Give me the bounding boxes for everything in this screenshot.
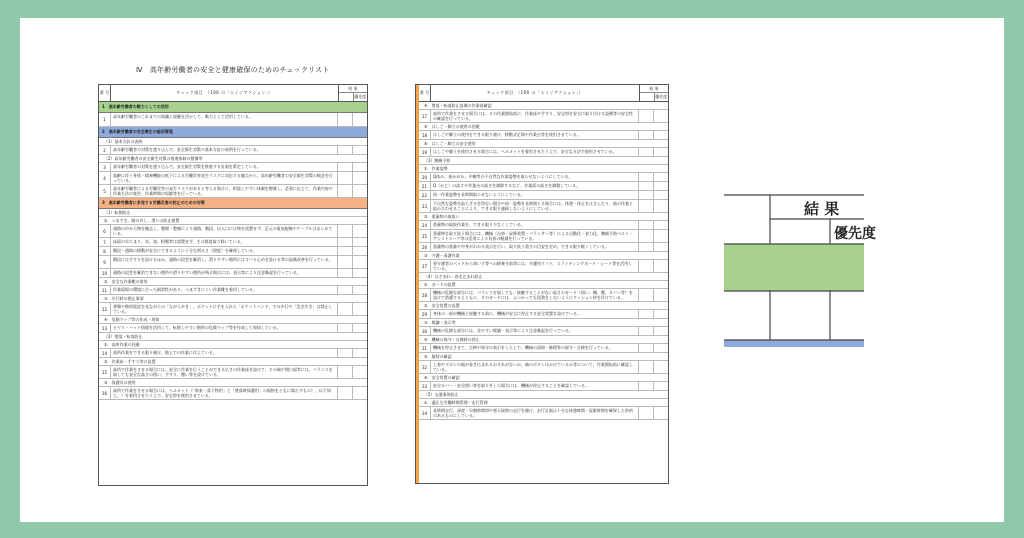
row-text: 加齢に伴う身体・精神機能の低下による労働災害発生リスクに対応する観点から、高年齢労働者の安全衛生対策の検討を行っている。 — [111, 172, 338, 184]
row-number: 1 — [99, 113, 111, 126]
table-row — [419, 182, 668, 191]
checklist-page-2 — [415, 84, 669, 484]
table-row — [419, 310, 668, 319]
table-header — [419, 85, 668, 102]
subsection-heading: ② 安全装置の設置 — [419, 302, 668, 310]
subsection-heading: （4）はさまれ・巻き込まれ防止 — [419, 273, 668, 281]
subsection-heading: ③ 介護・看護作業 — [419, 252, 668, 260]
row-text: Q体み、前かがみ、中腰等の不自然な作業姿勢を取らせないようにしている。 — [431, 173, 639, 181]
table-row — [99, 256, 367, 269]
table-row — [419, 344, 668, 353]
row-text: 階段には手すりを設けるほか、通路の段差を解消し、滑りやすい箇所にはすべり止めを設ける等の設備改善を行っている。 — [111, 256, 338, 268]
result-cell[interactable] — [338, 366, 353, 378]
table-row — [419, 289, 668, 302]
priority-cell[interactable] — [654, 230, 668, 242]
priority-cell[interactable] — [353, 146, 367, 154]
row-number: 34 — [419, 407, 431, 419]
priority-cell[interactable] — [654, 131, 668, 139]
row-text: 高年齢労働者による労働災害の発生リスクがあると考える場合に、相談しやすい体制を整備し、必要に応じて、作業内容や作業方法の変更、作業時間の短縮等を行っている。 — [111, 185, 338, 197]
row-number: 6 — [99, 225, 111, 237]
row-number: 16 — [99, 387, 111, 399]
row-text: 上着やズボンの裾が巻き込まれるおそれがないか、袖のボタンはかけているか等について、作業開始前に確認している。 — [431, 361, 639, 373]
subsection-heading: （5）交通事故防止 — [419, 391, 668, 399]
subsection-heading: ① 高所作業の回避 — [99, 341, 367, 349]
table-row — [99, 247, 367, 256]
priority-cell[interactable] — [353, 163, 367, 171]
row-number: 18 — [419, 131, 431, 139]
priority-cell[interactable] — [353, 303, 367, 315]
priority-cell[interactable] — [353, 269, 367, 277]
result-cell[interactable] — [338, 247, 353, 255]
row-number: 5 — [99, 185, 111, 197]
subsection-heading: ③ 保護具の使用 — [99, 379, 367, 387]
row-number: 12 — [99, 303, 111, 315]
row-number: 28 — [419, 289, 431, 301]
subsection-heading: ① つまずき、踏み外し、滑りの防止措置 — [99, 217, 367, 225]
header-priority: 優先度 — [655, 94, 668, 99]
row-number: 24 — [419, 221, 431, 229]
header-number: 番 号 — [419, 85, 431, 101]
row-number: 33 — [419, 382, 431, 390]
row-number: 2 — [99, 146, 111, 154]
result-cell[interactable] — [639, 289, 654, 301]
priority-cell[interactable] — [654, 200, 668, 212]
priority-cell[interactable] — [654, 382, 668, 390]
result-cell[interactable] — [338, 303, 353, 315]
result-cell[interactable] — [338, 256, 353, 268]
result-cell[interactable] — [338, 146, 353, 154]
header-result-group — [640, 85, 668, 101]
zoom-priority-label: 優先度 — [834, 226, 876, 242]
row-text: 作業現場の環境に合った耐滑性があり、つまずきにくい作業靴を着用している。 — [111, 286, 338, 294]
table-row — [99, 349, 367, 358]
row-number: 31 — [419, 344, 431, 352]
header-check-item: チェック項目 （100 の「エイジアクション」） — [111, 85, 339, 101]
row-text: 重量物の取扱作業を、できる限り少なくしている。 — [431, 221, 639, 229]
row-number: 8 — [99, 247, 111, 255]
row-text: 機械の危険な部分には、バランスを崩しても、接触することがない高さのガード（囲い、柵、覆、カバー等）を設けて防護するとともに、そのガードには、ふつかっても怪我をしないようにクッション材を付けている。 — [431, 289, 639, 301]
header-priority: 優先度 — [354, 94, 367, 99]
table-row — [99, 387, 367, 400]
result-cell[interactable] — [338, 387, 353, 399]
row-text: 長時間走行、深夜・早朝時間帯や悪天候時の走行を避け、走行計画は十分な休憩時間・仮眠時間を確保した余裕のあるものにしている。 — [431, 407, 639, 419]
priority-cell[interactable] — [353, 366, 367, 378]
table-row — [99, 185, 367, 198]
row-text: 同一作業姿勢を長時間取らせないようにしている。 — [431, 191, 639, 199]
row-number: 29 — [419, 310, 431, 318]
priority-cell[interactable] — [654, 361, 668, 373]
row-text: 重量物を取り扱う場合には、機械（台車・昇降装置・バランサー等）による自動化・省力化、腰痛予防ベルト・アシストスーツ等の活用による負担の軽減を行っている。 — [431, 230, 639, 242]
table-row — [419, 221, 668, 230]
priority-cell[interactable] — [353, 387, 367, 399]
priority-cell[interactable] — [654, 260, 668, 272]
result-cell[interactable] — [639, 382, 654, 390]
row-text: 高年齢労働者の対策を盛り込んで、安全衛生対策を推進する計画を策定している。 — [111, 163, 338, 171]
table-header — [99, 85, 367, 102]
header-result: 結 果 — [339, 85, 367, 93]
row-text: 機械を停止させて、点検や保守の表示をした上で、機械の清掃・修理等の保守・点検を行っている。 — [431, 344, 639, 352]
subsection-heading: （2）高年齢労働者の安全衛生対策の推進体制の整備等 — [99, 155, 367, 163]
row-number: 10 — [99, 269, 111, 277]
priority-cell[interactable] — [353, 185, 367, 197]
table-row — [419, 382, 668, 391]
row-number: 23 — [419, 200, 431, 212]
table-row — [419, 407, 668, 420]
result-cell[interactable] — [338, 324, 353, 332]
row-number: 15 — [99, 366, 111, 378]
table-body — [419, 102, 668, 420]
result-cell[interactable] — [639, 361, 654, 373]
row-text: 書類や携帯電話を見ながらの「ながら歩き」、ポケットに手を入れた「ポケットハンド」での歩行や「急ぎ歩き」は禁止している。 — [111, 303, 338, 315]
section-heading: 3 高年齢労働者に多発する労働災害の防止のための対策 — [99, 198, 367, 209]
header-check-item: チェック項目 （100 の「エイジアクション」） — [431, 85, 640, 101]
subsection-heading: ⑤ はしご・脚立の使用の回避 — [419, 123, 668, 131]
result-cell[interactable] — [639, 310, 654, 318]
priority-cell[interactable] — [654, 110, 668, 122]
margin-highlight — [416, 85, 419, 483]
table-row — [99, 286, 367, 295]
row-text: ヒヤリ・ハット情報を活用して、転倒しやすい箇所の危険マップ等を作成して周知している。 — [111, 324, 338, 332]
row-text: 高所作業をできる限り避け、地上での作業に代えている。 — [111, 349, 338, 357]
subsection-heading: （3）腰痛予防 — [419, 157, 668, 165]
result-cell[interactable] — [639, 230, 654, 242]
row-text: Q（かじ）の高さや作業台の高さを調節するなど、作業面の高さを調整している。 — [431, 182, 639, 190]
row-text: 高所で作業をさせる場合には、ヘルメット（「飛来・落下物用」と「墜落時保護用」の規格をともに満たすもの）、以下同じ。）を着用させたうえで、安全帯を使用させている。 — [111, 387, 338, 399]
row-text: 要介護者のベッドから車いす等への移乗介助等には、介護用リフト、スライディングボード・シート等を活用している。 — [431, 260, 639, 272]
result-cell[interactable] — [639, 200, 654, 212]
priority-cell[interactable] — [353, 349, 367, 357]
row-number: 30 — [419, 327, 431, 335]
row-text: はしごや脚立の使用をできる限り避け、移動式足場や作業台等を使用させている。 — [431, 131, 639, 139]
priority-cell[interactable] — [353, 225, 367, 237]
priority-cell[interactable] — [353, 247, 367, 255]
row-text: 不自然な姿勢を取らざるを得ない場合や同一姿勢を長時間とる場合には、休憩・休止をはさんだり、他の作業と組み合わせることにより、できる限り連続しないようにしている。 — [431, 200, 639, 212]
result-cell[interactable] — [639, 407, 654, 419]
priority-cell[interactable] — [353, 172, 367, 184]
table-row — [419, 327, 668, 336]
document-title: Ⅳ 高年齢労働者の安全と健康確保のためのチェックリスト — [136, 66, 330, 74]
row-text: 重量物の重量や中身がわかる表示を行い、取り扱う重さの目安を定め、できる限り軽くしている。 — [431, 243, 639, 251]
subsection-heading: （1）転倒防止 — [99, 209, 367, 217]
table-row — [419, 361, 668, 374]
subsection-heading: ③ 標識・表示等 — [419, 319, 668, 327]
checklist-page-1 — [98, 84, 368, 486]
result-cell[interactable] — [338, 172, 353, 184]
priority-cell[interactable] — [654, 221, 668, 229]
row-text: 高所で作業をさせる場合には、安全に作業を行うことができる広さの作業床を設けて、その端や開口部等には、バランスを崩しても安全な高さの囲い、手すり、覆い等を設けている。 — [111, 366, 338, 378]
row-number: 14 — [99, 349, 111, 357]
zoom-grid — [724, 195, 864, 347]
priority-cell[interactable] — [353, 238, 367, 246]
table-row — [419, 243, 668, 252]
row-number: 9 — [99, 256, 111, 268]
row-text: 床面の水たまり、氷、油、粉類等は放置せず、その都度取り除いている。 — [111, 238, 338, 246]
subsection-heading: ⑥ 安全装置の確認 — [419, 374, 668, 382]
row-number: 17 — [419, 110, 431, 122]
table-row — [99, 303, 367, 316]
zoom-green-band — [724, 244, 864, 291]
row-number: 32 — [419, 361, 431, 373]
subsection-heading: ② 安全な作業靴の着用 — [99, 278, 367, 286]
zoomed-header-crop — [724, 195, 876, 347]
subsection-heading: ① 適正な労働時間管理・走行管理 — [419, 399, 668, 407]
table-row — [99, 324, 367, 333]
row-number: 3 — [99, 163, 111, 171]
result-cell[interactable] — [639, 243, 654, 251]
subsection-heading: ① ガードの設置 — [419, 281, 668, 289]
subsection-heading: ④ 墜落・転落防止設備の作業前確認 — [419, 102, 668, 110]
row-number: 21 — [419, 182, 431, 190]
table-row — [419, 200, 668, 213]
priority-cell[interactable] — [353, 256, 367, 268]
result-cell[interactable] — [338, 269, 353, 277]
result-cell[interactable] — [338, 185, 353, 197]
row-text: 通路の中から物を撤去し、整理・整頓により通路、階段、出入口には物を放置せず、足元の電気配線やケーブルはまとめている。 — [111, 225, 338, 237]
priority-cell[interactable] — [654, 243, 668, 251]
table-body — [99, 102, 367, 400]
table-row — [99, 366, 367, 379]
subsection-heading: ⑥ はしご・脚立の安全使用 — [419, 140, 668, 148]
header-result-group — [339, 85, 367, 101]
table-row — [419, 173, 668, 182]
table-row — [99, 238, 367, 247]
row-number: 19 — [419, 148, 431, 156]
priority-cell[interactable] — [654, 173, 668, 181]
subsection-heading: ② 重量物の取扱い — [419, 213, 668, 221]
row-number: 26 — [419, 243, 431, 251]
row-number: 13 — [99, 324, 111, 332]
result-cell[interactable] — [639, 260, 654, 272]
table-row — [419, 131, 668, 140]
header-result: 結 果 — [640, 85, 668, 93]
result-cell[interactable] — [639, 131, 654, 139]
priority-cell[interactable] — [353, 324, 367, 332]
result-cell[interactable] — [639, 173, 654, 181]
row-number: 22 — [419, 191, 431, 199]
row-number: 25 — [419, 230, 431, 242]
row-text: 機械の危険な部分には、見やすい標識・表示等により注意喚起を行っている。 — [431, 327, 639, 335]
result-cell[interactable] — [338, 349, 353, 357]
priority-cell[interactable] — [654, 182, 668, 190]
subsection-heading: ④ 機械の保守・点検時の停止 — [419, 336, 668, 344]
table-row — [419, 110, 668, 123]
result-cell[interactable] — [338, 225, 353, 237]
row-text: 高所で作業をさせる場合には、その作業開始前に、作業床や手すり、安全帯を安全に取り付ける設備等の安全性の確認を行っている。 — [431, 110, 639, 122]
subsection-heading: ③ 歩行時の関止事項 — [99, 295, 367, 303]
result-cell[interactable] — [338, 163, 353, 171]
row-text: 高年齢労働者のこれまでの知識と経験を活かして、戦力として活用している。 — [111, 113, 338, 126]
subsection-heading: ② 作業床・手すり等の設置 — [99, 358, 367, 366]
row-text: 階段・通路の移動が安全にできるように十分な明るさ（照度）を確保している。 — [111, 247, 338, 255]
priority-cell[interactable] — [654, 327, 668, 335]
priority-cell[interactable] — [353, 113, 367, 126]
priority-cell[interactable] — [353, 286, 367, 294]
table-row — [99, 269, 367, 278]
priority-cell[interactable] — [654, 191, 668, 199]
row-number: 27 — [419, 260, 431, 272]
result-cell[interactable] — [639, 191, 654, 199]
subsection-heading: ④ 危険マップ等の作成・周知 — [99, 316, 367, 324]
row-text: 身体の一部が機械と接触する前に、機械が安全に停止する安全装置を設けている。 — [431, 310, 639, 318]
result-cell[interactable] — [639, 148, 654, 156]
subsection-heading: ⑤ 服装の確認 — [419, 353, 668, 361]
priority-cell[interactable] — [654, 148, 668, 156]
row-text: 安全カバー・安全囲い等を取り外した場合には、機械が停止することを確認している。 — [431, 382, 639, 390]
result-cell[interactable] — [639, 221, 654, 229]
row-number: 20 — [419, 173, 431, 181]
table-row — [419, 148, 668, 157]
result-cell[interactable] — [639, 110, 654, 122]
table-row — [419, 230, 668, 243]
subsection-heading: （2）墜落・転落防止 — [99, 333, 367, 341]
priority-cell[interactable] — [654, 407, 668, 419]
row-text: 高年齢労働者の対策を盛り込んで、安全衛生対策の基本方針の表明を行っている。 — [111, 146, 338, 154]
table-row — [419, 260, 668, 273]
table-row — [419, 191, 668, 200]
table-row — [99, 225, 367, 238]
result-cell[interactable] — [639, 182, 654, 190]
result-cell[interactable] — [639, 344, 654, 352]
priority-cell[interactable] — [654, 344, 668, 352]
section-heading: 1 高年齢労働者の戦力としての活用 — [99, 102, 367, 113]
result-cell[interactable] — [338, 286, 353, 294]
row-number: 11 — [99, 286, 111, 294]
table-row — [99, 146, 367, 155]
zoom-blue-band — [724, 340, 864, 347]
subsection-heading: （1）基本方針の表明 — [99, 138, 367, 146]
section-heading: 2 高年齢労働者の安全衛生の総括管理 — [99, 127, 367, 138]
priority-cell[interactable] — [654, 289, 668, 301]
subsection-heading: ① 作業姿勢 — [419, 165, 668, 173]
row-text: はしごや脚立を使用させる場合には、ヘルメットを着用させたうえで、安全な方法で使用させている。 — [431, 148, 639, 156]
row-text: 通路の段差を解消できない箇所や滑りやすい箇所が残る場合には、表示等により注意喚起を行っている。 — [111, 269, 338, 277]
row-number: 4 — [99, 172, 111, 184]
table-row — [99, 163, 367, 172]
table-row — [99, 113, 367, 127]
header-number: 番 号 — [99, 85, 111, 101]
table-row — [99, 172, 367, 185]
result-cell[interactable] — [338, 238, 353, 246]
result-cell[interactable] — [639, 327, 654, 335]
row-number: 7 — [99, 238, 111, 246]
zoom-result-label: 結 果 — [804, 200, 840, 218]
result-cell[interactable] — [338, 113, 353, 126]
priority-cell[interactable] — [654, 310, 668, 318]
